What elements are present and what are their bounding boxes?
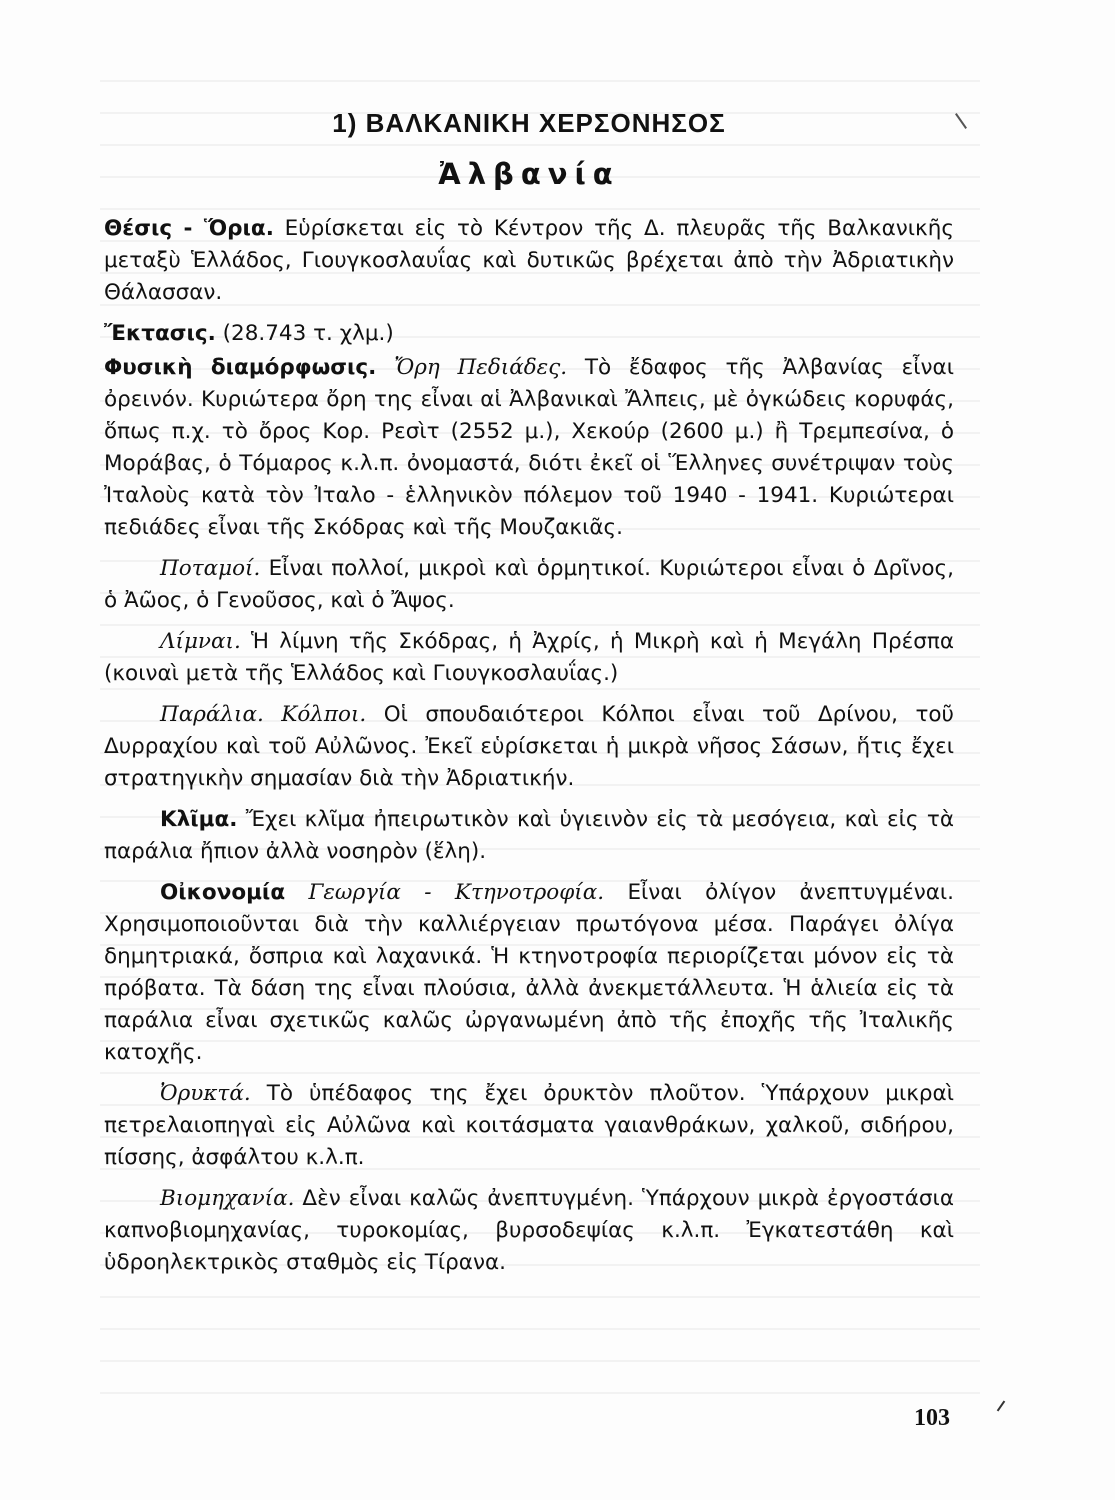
heading-klima: Κλῖμα.: [160, 807, 238, 832]
heading-ektasis: Ἔκτασις.: [104, 321, 216, 346]
text-potamoi: Εἶναι πολλοί, μικροὶ καὶ ὁρμητικοί. Κυριώτεροι εἶναι ὁ Δρῖνος, ὁ Ἀῶος, ὁ Γενοῦσος, καὶ ὁ Ἄψος.: [104, 556, 954, 613]
page-number: 103: [914, 1405, 950, 1431]
paragraph-theseis: [104, 213, 954, 309]
pencil-mark: [955, 113, 967, 129]
heading-theseis: Θέσις - Ὅρια.: [104, 216, 274, 241]
text-fysiki: Τὸ ἔδαφος τῆς Ἀλβανίας εἶναι ὀρεινόν. Κυριώτερα ὄρη της εἶναι αἱ Ἀλβανικαὶ Ἄλπεις, μὲ ὀγκώδεις κορυφάς, ὅπως π.χ. τὸ ὄρος Κορ. Ρεσὶτ (2552 μ.), Χεκούρ (2600 μ.) ἢ Τρεμπεσίνα, ὁ Μοράβας, ὁ Τόμαρος κ.λ.π. ὀνομαστά, διότι ἐκεῖ οἱ Ἕλληνες συνέτριψαν τοὺς Ἰταλοὺς κατὰ τὸν Ἰταλο - ἑλληνικὸν πόλεμον τοῦ 1940 - 1941. Κυριώτεραι πεδιάδες εἶναι τῆς Σκόδρας καὶ τῆς Μουζακιᾶς.: [104, 355, 954, 540]
heading-viomichania: Βιομηχανία.: [160, 1186, 295, 1211]
text-limnai: Ἡ λίμνη τῆς Σκόδρας, ἡ Ἀχρίς, ἡ Μικρὴ καὶ ἡ Μεγάλη Πρέσπα (κοιναὶ μετὰ τῆς Ἑλλάδος καὶ Γιουγκοσλαυΐας.): [104, 629, 954, 686]
text-paralia: Οἱ σπουδαιότεροι Κόλποι εἶναι τοῦ Δρίνου, τοῦ Δυρραχίου καὶ τοῦ Αὐλῶνος. Ἐκεῖ εὑρίσκεται ἡ μικρὰ νῆσος Σάσων, ἥτις ἔχει στρατηγικὴν σημασίαν διὰ τὴν Ἀδριατικήν.: [104, 702, 954, 791]
text-viomichania: Δὲν εἶναι καλῶς ἀνεπτυγμένη. Ὑπάρχουν μικρὰ ἐργοστάσια καπνοβιομηχανίας, τυροκομίας, βυρσοδεψίας κ.λ.π. Ἐγκατεστάθη καὶ ὑδροηλεκτρικὸς σταθμὸς εἰς Τίρανα.: [104, 1186, 954, 1275]
heading-orykta: Ὀρυκτά.: [160, 1081, 251, 1106]
subheading-oikonomia: Γεωργία - Κτηνοτροφία.: [285, 880, 605, 905]
paragraph-klima: [104, 804, 954, 868]
text-orykta: Τὸ ὑπέδαφος της ἔχει ὀρυκτὸν πλοῦτον. Ὑπάρχουν μικραὶ πετρελαιοπηγαὶ εἰς Αὐλῶνα καὶ κοιτάσματα γαιανθράκων, χαλκοῦ, σιδήρου, πίσσης, ἀσφάλτου κ.λ.π.: [104, 1081, 954, 1170]
paragraph-orykta: [104, 1078, 954, 1174]
heading-potamoi: Ποταμοί.: [160, 556, 261, 581]
text-klima: Ἔχει κλῖμα ἠπειρωτικὸν καὶ ὑγιεινὸν εἰς τὰ μεσόγεια, καὶ εἰς τὰ παράλια ἤπιον ἀλλὰ νοσηρὸν (ἕλη).: [104, 807, 954, 864]
paragraph-paralia: [104, 699, 954, 795]
paragraph-oikonomia: [104, 877, 954, 1069]
paragraph-potamoi: [104, 553, 954, 617]
subheading-fysiki: Ὄρη Πεδιάδες.: [376, 355, 568, 380]
paragraph-ektasis: [104, 318, 954, 350]
heading-limnai: Λίμναι.: [160, 629, 241, 654]
paragraph-limnai: [104, 626, 954, 690]
text-ektasis: (28.743 τ. χλμ.): [215, 321, 394, 346]
text-theseis: Εὑρίσκεται εἰς τὸ Κέντρον τῆς Δ. πλευρᾶς τῆς Βαλκανικῆς μεταξὺ Ἑλλάδος, Γιουγκοσλαυΐας καὶ δυτικῶς βρέχεται ἀπὸ τὴν Ἀδριατικὴν Θάλασσαν.: [104, 216, 954, 305]
country-heading: Ἀλβανία: [438, 157, 620, 191]
heading-oikonomia: Οἰκονομία: [160, 880, 286, 905]
text-oikonomia: Εἶναι ὀλίγον ἀνεπτυγμέναι. Χρησιμοποιοῦνται διὰ τὴν καλλιέργειαν πρωτόγονα μέσα. Παράγει ὀλίγα δημητριακά, ὄσπρια καὶ λαχανικά. Ἡ κτηνοτροφία περιορίζεται μόνον εἰς τὰ πρόβατα. Τὰ δάση της εἶναι πλούσια, ἀλλὰ ἀνεκμετάλλευτα. Ἡ ἁλιεία εἰς τὰ παράλια εἶναι σχετικῶς καλῶς ὠργανωμένη ἀπὸ τῆς ἐποχῆς τῆς Ἰταλικῆς κατοχῆς.: [104, 880, 955, 1065]
page-content: [104, 108, 954, 1288]
paragraph-viomichania: [104, 1183, 954, 1279]
heading-fysiki: Φυσικὴ διαμόρφωσις.: [104, 355, 377, 380]
pencil-mark-bottom: [997, 1401, 1006, 1412]
chapter-title: 1) ΒΑΛΚΑΝΙΚΗ ΧΕΡΣΟΝΗΣΟΣ: [332, 108, 726, 138]
paragraph-fysiki: [104, 352, 954, 544]
heading-paralia: Παράλια. Κόλποι.: [160, 702, 367, 727]
